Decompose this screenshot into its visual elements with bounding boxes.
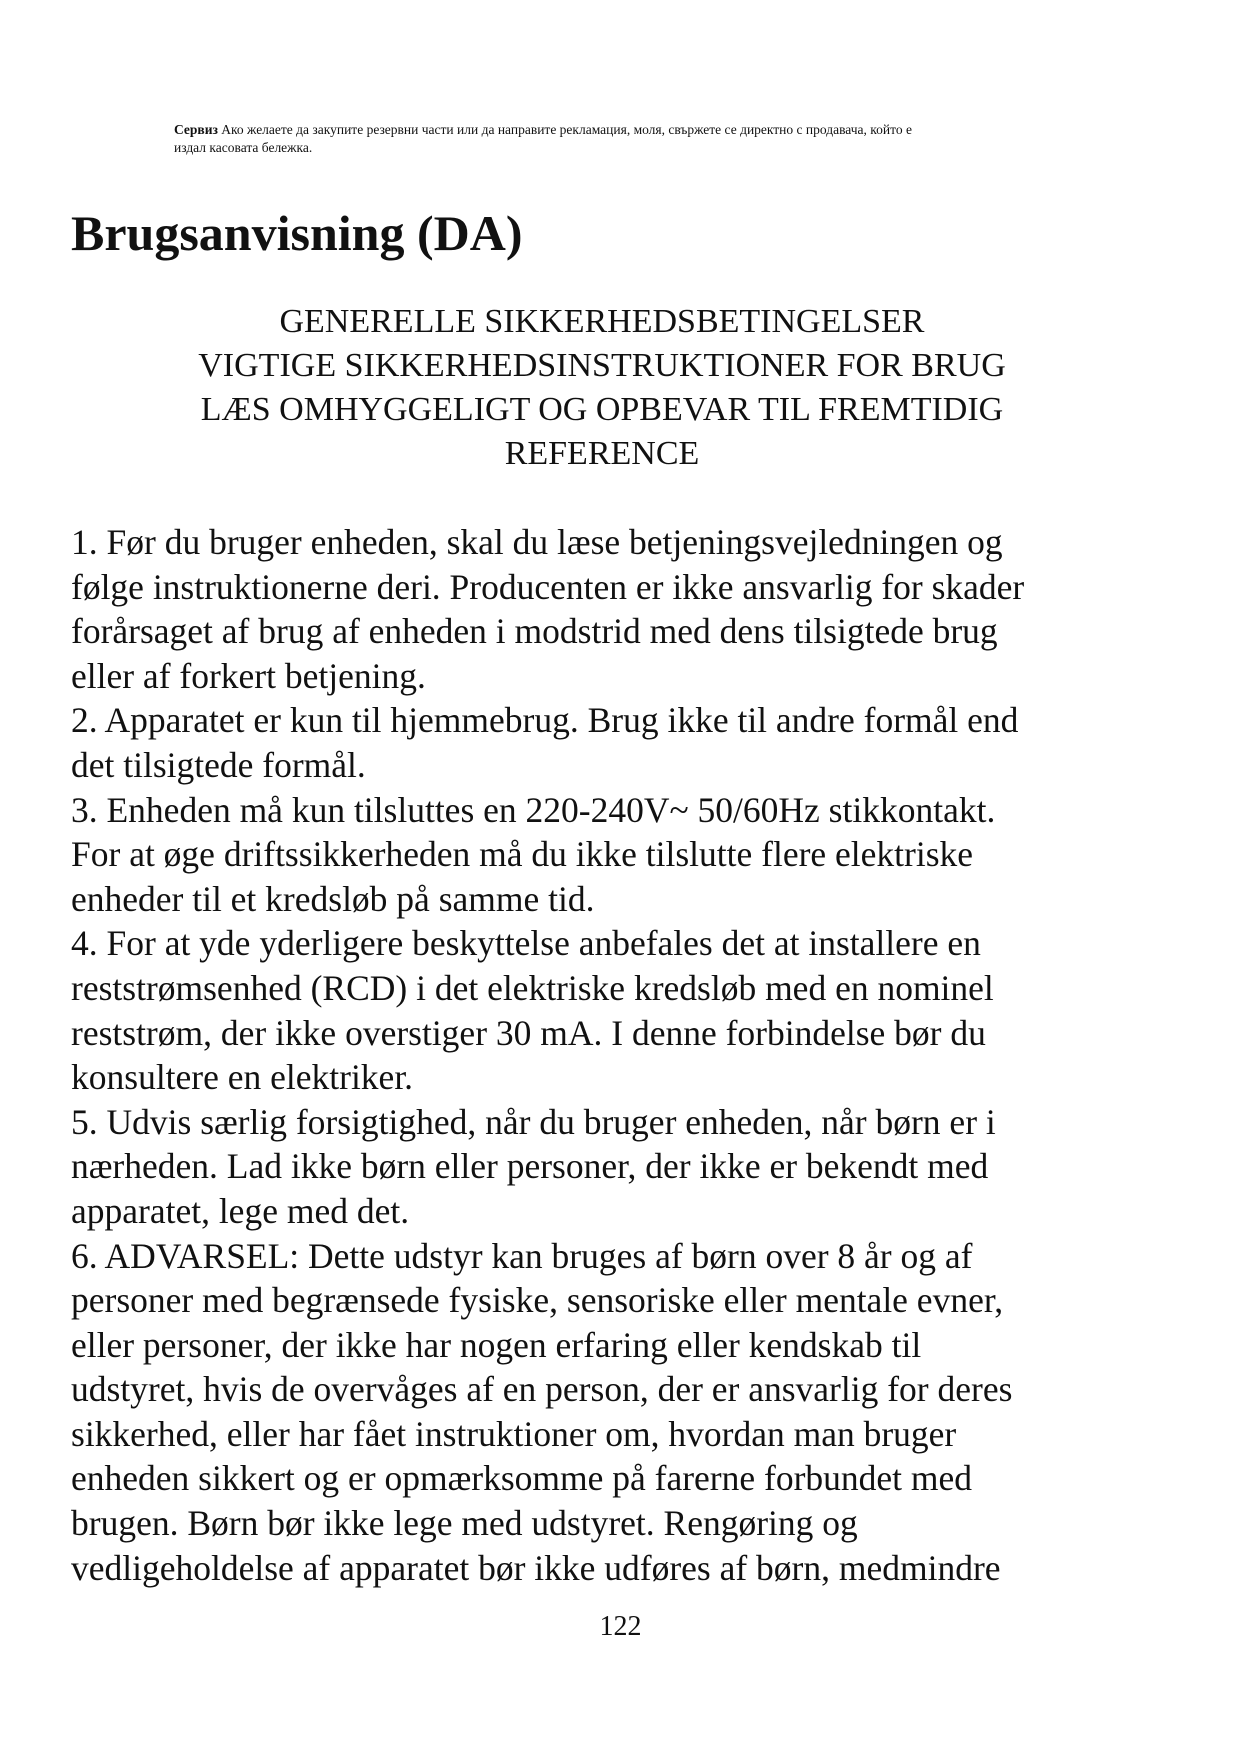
service-note [174,121,1104,157]
instruction-line: 4. For at yde yderligere beskyttelse anbefales det at installere en [71,923,981,964]
instruction-line: eller af forkert betjening. [71,655,426,696]
service-note-lead: Сервиз [174,122,218,137]
instruction-line: apparatet, lege med det. [71,1190,410,1231]
instruction-line: det tilsigtede formål. [71,744,366,785]
instruction-line: nærheden. Lad ikke børn eller personer, der ikke er bekendt med [71,1146,989,1187]
instruction-line: forårsaget af brug af enheden i modstrid med dens tilsigtede brug [71,611,998,652]
instruction-line: eller personer, der ikke har nogen erfaring eller kendskab til [71,1324,922,1365]
safety-header-line: LÆS OMHYGGELIGT OG OPBEVAR TIL FREMTIDIG [200,391,1004,428]
instruction-line: enheden sikkert og er opmærksomme på farerne forbundet med [71,1458,973,1499]
instruction-line: enheder til et kredsløb på samme tid. [71,878,595,919]
instruction-line: reststrøm, der ikke overstiger 30 mA. I denne forbindelse bør du [71,1012,986,1053]
instruction-line: For at øge driftssikkerheden må du ikke tilslutte flere elektriske [71,834,974,875]
safety-header [71,300,1133,476]
instructions-body [71,520,1151,1590]
service-note-line-1 [174,121,1104,139]
instruction-line: vedligeholdelse af apparatet bør ikke udføres af børn, medmindre [71,1547,1001,1588]
instruction-line: personer med begrænsede fysiske, sensoriske eller mentale evner, [71,1280,1004,1321]
safety-header-line: VIGTIGE SIKKERHEDSINSTRUKTIONER FOR BRUG [198,347,1006,384]
instruction-line: konsultere en elektriker. [71,1057,414,1098]
service-note-line-2: издал касовата бележка. [174,140,313,155]
instruction-line: 1. Før du bruger enheden, skal du læse betjeningsvejledningen og [71,522,1003,562]
page-number: 122 [599,1611,642,1642]
instruction-line: 6. ADVARSEL: Dette udstyr kan bruges af børn over 8 år og af [71,1235,973,1276]
instruction-line: udstyret, hvis de overvåges af en person, der er ansvarlig for deres [71,1369,1013,1410]
instruction-line: 3. Enheden må kun tilsluttes en 220-240V~ 50/60Hz stikkontakt. [71,789,996,830]
service-note-text: Ако желаете да закупите резервни части или да направите рекламация, моля, свържете се директно с продавача, който е [221,122,912,137]
safety-header-line: REFERENCE [504,435,700,472]
instruction-line: følge instruktionerne deri. Producenten er ikke ansvarlig for skader [71,566,1025,607]
instruction-line: sikkerhed, eller har fået instruktioner om, hvordan man bruger [71,1413,957,1454]
instruction-line: brugen. Børn bør ikke lege med udstyret. Rengøring og [71,1503,858,1544]
instruction-line: 5. Udvis særlig forsigtighed, når du bruger enheden, når børn er i [71,1101,996,1142]
instruction-line: 2. Apparatet er kun til hjemmebrug. Brug ikke til andre formål end [71,700,1019,741]
instruction-line: reststrømsenhed (RCD) i det elektriske kredsløb med en nominel [71,967,994,1008]
safety-header-line: GENERELLE SIKKERHEDSBETINGELSER [279,303,925,340]
page-title: Brugsanvisning (DA) [71,205,523,261]
